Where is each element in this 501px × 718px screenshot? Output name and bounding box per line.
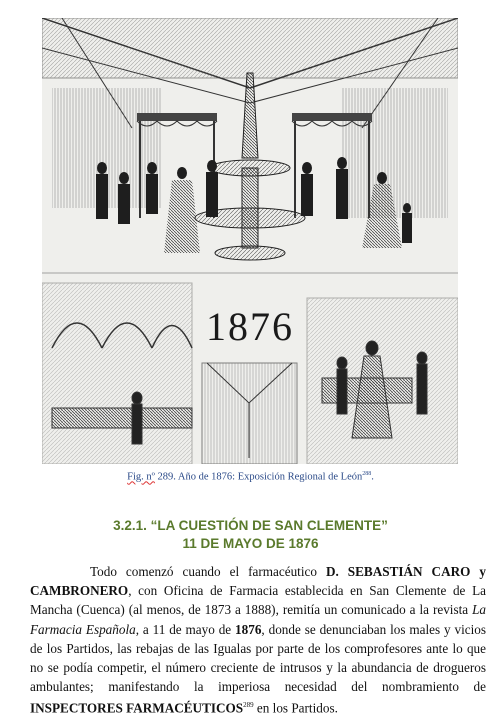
paragraph [30,562,486,718]
footnote-ref[interactable]: 289 [243,701,254,710]
caption-footnote-ref[interactable]: 288 [362,471,372,477]
vignette-center [202,363,297,464]
inspectores-farmaceuticos: INSPECTORES FARMACÉUTICOS [30,700,244,716]
body-paragraph [30,562,486,718]
caption-text: Año de 1876: Exposición Regional de León [175,471,363,483]
journal-title: La Farmacia Española [30,602,486,637]
text-segment: , donde se denunciaban los males y vicios de los Partidos, las rebajas de las Igualas por parte de los comprofesores ante lo que no se podía competir, el número creciente de intrusos y la abundancia de drogueros ambulantes; manifestando la imperiosa necesidad del nombramiento de [30,621,486,695]
figure-caption [0,471,501,483]
text-segment: en los Partidos. [253,700,338,716]
caption-number: 289. [157,471,176,483]
engraving-figure [42,18,458,464]
caption-prefix: Fig. nº [127,471,155,483]
text-segment: , con Oficina de Farmacia establecida en San Clemente de La Mancha (Cuenca) (al menos, de 1873 a 1888), remitía un comunicado a la revista [30,583,486,618]
section-heading-line-2: 11 DE MAYO DE 1876 [182,536,319,551]
name-sebastian-caro: D. SEBASTIÁN CARO y CAMBRONERO [30,564,486,599]
section-heading [0,517,501,553]
text-segment: Todo comenzó cuando el farmacéutico [90,564,326,579]
section-heading-line-1: 3.2.1. “LA CUESTIÓN DE SAN CLEMENTE” [113,518,388,533]
year-label: 1876 [206,304,294,349]
caption-end: . [371,471,374,483]
text-segment: , a 11 de mayo de [135,621,236,637]
year-bold: 1876 [235,621,262,637]
engraving-illustration [42,18,458,464]
